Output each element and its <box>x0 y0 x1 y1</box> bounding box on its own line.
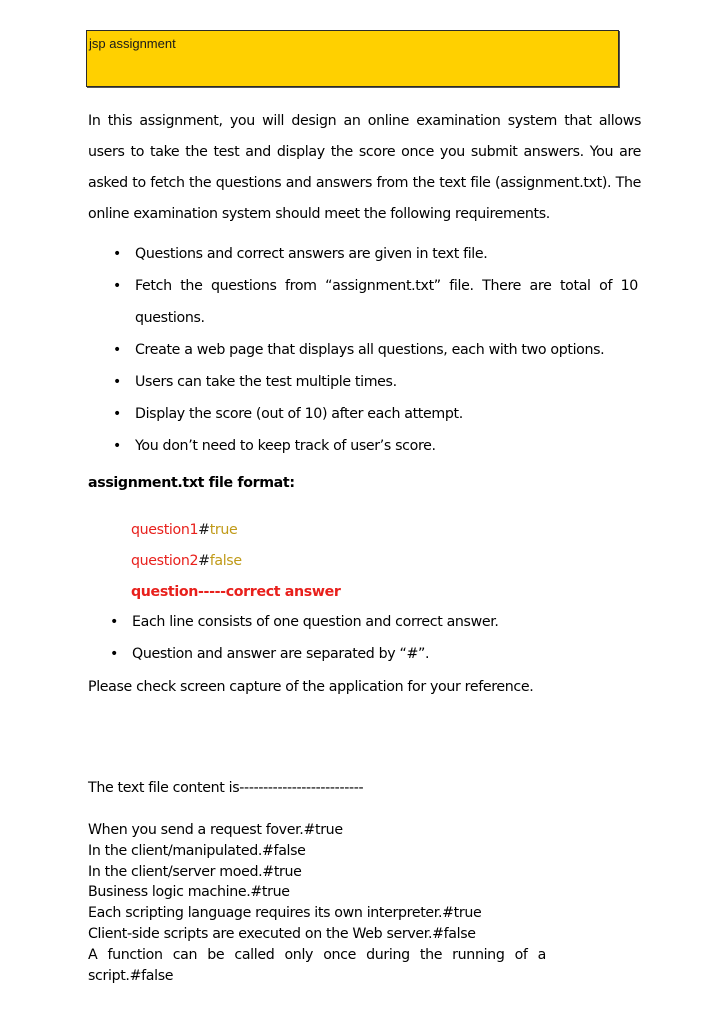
example-answer: true <box>209 522 238 538</box>
rule-item <box>88 638 499 670</box>
bullet-icon: • <box>113 373 121 390</box>
requirement-item <box>88 239 638 271</box>
file-line: Business logic machine.#true <box>88 884 290 901</box>
example-separator: # <box>198 522 210 538</box>
intro-paragraph: In this assignment, you will design an online examination system that allows users to take the test and display the score once you submit answers. You are asked to fetch the questions and answers from the text file (assignment.txt). The online examination system should meet the following requirements. <box>88 113 641 222</box>
format-example-line <box>131 515 341 546</box>
requirement-text: Create a web page that displays all questions, each with two options. <box>135 341 605 358</box>
requirement-item <box>88 335 638 367</box>
bullet-icon: • <box>113 341 121 358</box>
requirements-list <box>88 239 638 463</box>
requirement-item <box>88 431 638 463</box>
reference-note: Please check screen capture of the application for your reference. <box>88 679 534 695</box>
format-legend: question-----correct answer <box>131 584 341 600</box>
bullet-icon: • <box>110 614 119 630</box>
requirement-text: Display the score (out of 10) after each attempt. <box>135 405 463 422</box>
rule-item <box>88 606 499 638</box>
requirement-item <box>88 367 638 399</box>
format-example-line <box>131 546 341 577</box>
example-question: question1 <box>131 522 199 538</box>
requirement-text: You don’t need to keep track of user’s score. <box>135 437 436 454</box>
requirement-text: Fetch the questions from “assignment.txt” file. There are total of 10 questions. <box>135 278 638 326</box>
title-label: jsp assignment <box>89 36 176 51</box>
bullet-icon: • <box>113 278 121 294</box>
file-content-header: The text file content is-------------------------- <box>88 780 364 796</box>
requirement-text: Questions and correct answers are given in text file. <box>135 246 488 262</box>
file-line: When you send a request fover.#true <box>88 822 343 838</box>
bullet-icon: • <box>113 437 121 454</box>
title-box <box>86 30 619 87</box>
file-line: In the client/manipulated.#false <box>88 842 306 859</box>
file-line: Each scripting language requires its own interpreter.#true <box>88 905 482 922</box>
file-line: Client-side scripts are executed on the Web server.#false <box>88 925 476 942</box>
rule-text: Question and answer are separated by “#”. <box>132 646 430 662</box>
format-rules-list <box>88 606 499 670</box>
bullet-icon: • <box>110 646 119 662</box>
file-line: A function can be called only once during the running of a script.#false <box>88 946 546 984</box>
format-examples <box>131 515 341 608</box>
file-line: In the client/server moed.#true <box>88 863 302 880</box>
file-content-lines <box>88 820 546 986</box>
bullet-icon: • <box>113 405 121 422</box>
requirement-text: Users can take the test multiple times. <box>135 373 397 390</box>
bullet-icon: • <box>113 246 121 262</box>
requirement-item <box>88 399 638 431</box>
example-question: question2 <box>131 553 199 569</box>
format-heading: assignment.txt file format: <box>88 475 295 491</box>
example-separator: # <box>198 553 210 569</box>
example-answer: false <box>209 553 242 569</box>
rule-text: Each line consists of one question and correct answer. <box>132 614 499 630</box>
requirement-item <box>88 271 638 334</box>
